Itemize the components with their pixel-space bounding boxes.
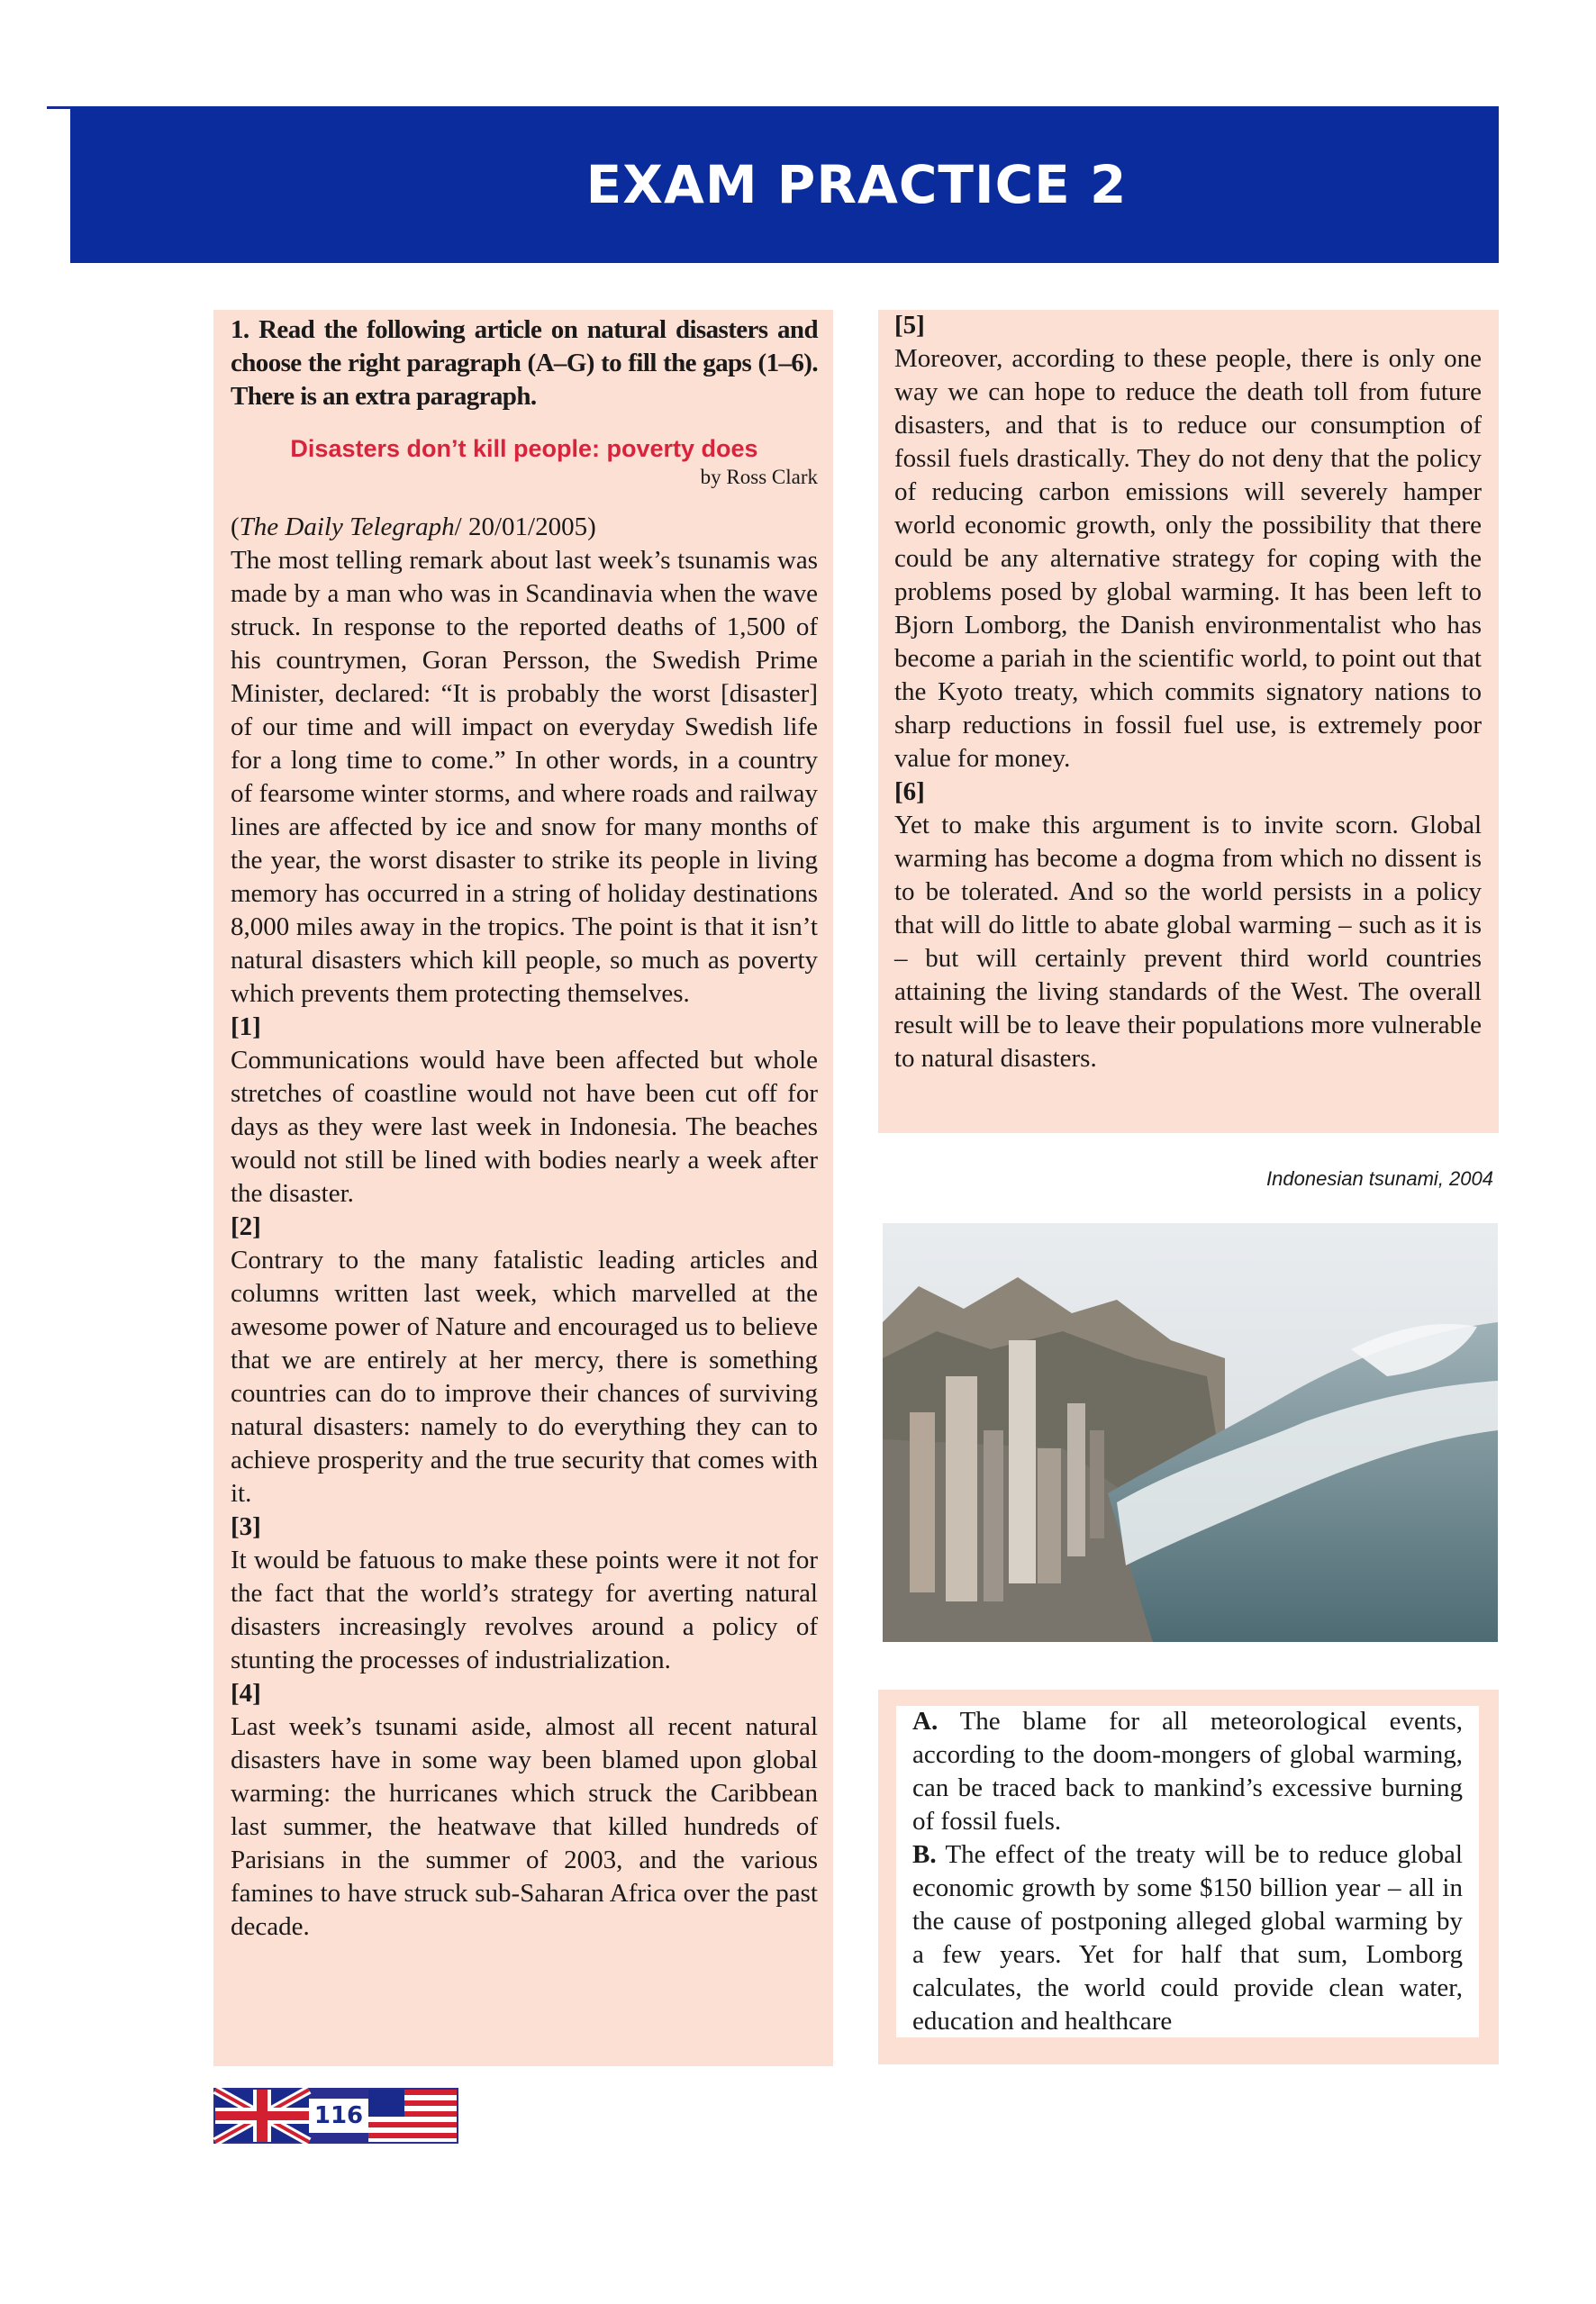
gap-marker-6: [6]: [894, 777, 925, 806]
photo-caption: Indonesian tsunami, 2004: [1266, 1167, 1493, 1190]
article-paragraph-5: Moreover, according to these people, there is only one way we can hope to reduce the death toll from future disasters, and that is to reduce our consumption of fossil fuels drastically. They do not deny that the policy of reducing carbon emissions will severely hamper world economic growth, only the possibility that there could be any alternative strategy for coping with the problems posed by global warming. It has been left to Bjorn Lomborg, the Danish environmentalist who has become a pariah in the scientific world, to point out that the Kyoto treaty, which commits signatory nations to sharp reductions in fossil fuel use, is extremely poor value for money.: [894, 344, 1482, 773]
article-column-right: [894, 309, 1482, 1075]
gap-marker-1: [1]: [231, 1012, 261, 1041]
page-number: 116: [309, 2099, 368, 2133]
exercise-instruction: 1. Read the following article on natural disasters and choose the right paragraph (A–G) to fill the gaps (1–6). There is an extra paragraph.: [231, 315, 818, 411]
option-letter-b: B.: [912, 1840, 937, 1869]
gap-marker-4: [4]: [231, 1679, 261, 1708]
article-column-left: [231, 313, 818, 1944]
source-date: / 20/01/2005): [454, 513, 596, 541]
article-paragraph-1: Communications would have been affected but whole stretches of coastline would not have been cut off for days as they were last week in Indonesia. The beaches would not still be lined with bodies nearly a week after the disaster.: [231, 1046, 818, 1208]
answer-option-b: [912, 1838, 1463, 2038]
article-paragraph-2: Contrary to the many fatalistic leading articles and columns written last week, which marvelled at the awesome power of Nature and encouraged us to believe that we are entirely at her mercy, there is something countries can do to improve their chances of surviving natural disasters: namely to do everything they can to achieve prosperity and the true security that comes with it.: [231, 1246, 818, 1508]
gap-marker-2: [2]: [231, 1212, 261, 1241]
article-intro: The most telling remark about last week’s tsunamis was made by a man who was in Scandinavia when the wave struck. In response to the reported deaths of 1,500 of his countrymen, Goran Persson, the Swedish Prime Minister, declared: “It is probably the worst [disaster] of our time and will impact on everyday Swedish life for a long time to come.” In other words, in a country of fearsome winter storms, and where roads and railway lines are affected by ice and snow for many months of the year, the worst disaster to strike its people in living memory has occurred in a string of holiday destinations 8,000 miles away in the tropics. The point is that it isn’t natural disasters which kill people, so much as poverty which prevents them protecting themselves.: [231, 546, 818, 1008]
article-title: Disasters don’t kill people: poverty does: [290, 435, 758, 462]
article-paragraph-6: Yet to make this argument is to invite scorn. Global warming has become a dogma from which no dissent is to be tolerated. And so the world persists in a policy that will do little to abate global warming – such as it is – but will certainly prevent third world countries attaining the living standards of the West. The overall result will be to leave their populations more vulnerable to natural disasters.: [894, 811, 1482, 1073]
option-letter-a: A.: [912, 1707, 939, 1736]
header-banner: [70, 106, 1499, 263]
page-footer-flags: [213, 2088, 458, 2144]
article-paragraph-4: Last week’s tsunami aside, almost all recent natural disasters have in some way been blamed upon global warming: the hurricanes which struck the Caribbean last summer, the heatwave that killed hundreds of Parisians in the summer of 2003, and the various famines to have struck sub-Saharan Africa over the past decade.: [231, 1712, 818, 1941]
article-byline: by Ross Clark: [700, 466, 818, 488]
option-text-a: The blame for all meteorological events, according to the doom-mongers of global warming, can be traced back to mankind’s excessive burning of fossil fuels.: [912, 1707, 1463, 1836]
tsunami-photo: [883, 1223, 1498, 1642]
gap-marker-5: [5]: [894, 311, 925, 340]
article-paragraph-3: It would be fatuous to make these points were it not for the fact that the world’s strategy for averting natural disasters increasingly revolves around a policy of stunting the processes of industrialization.: [231, 1546, 818, 1674]
answers-list: [912, 1705, 1463, 2038]
gap-marker-3: [3]: [231, 1512, 261, 1541]
answer-option-a: [912, 1705, 1463, 1838]
option-text-b: The effect of the treaty will be to reduce global economic growth by some $150 billion year – all in the cause of postponing alleged global warming by a few years. Yet for half that sum, Lomborg calculates, the world could provide clean water, education and healthcare: [912, 1840, 1463, 2036]
article-source: (The Daily Telegraph/ 20/01/2005): [231, 513, 596, 541]
source-name: The Daily Telegraph: [239, 513, 455, 541]
page-title: EXAM PRACTICE 2: [585, 154, 1128, 215]
